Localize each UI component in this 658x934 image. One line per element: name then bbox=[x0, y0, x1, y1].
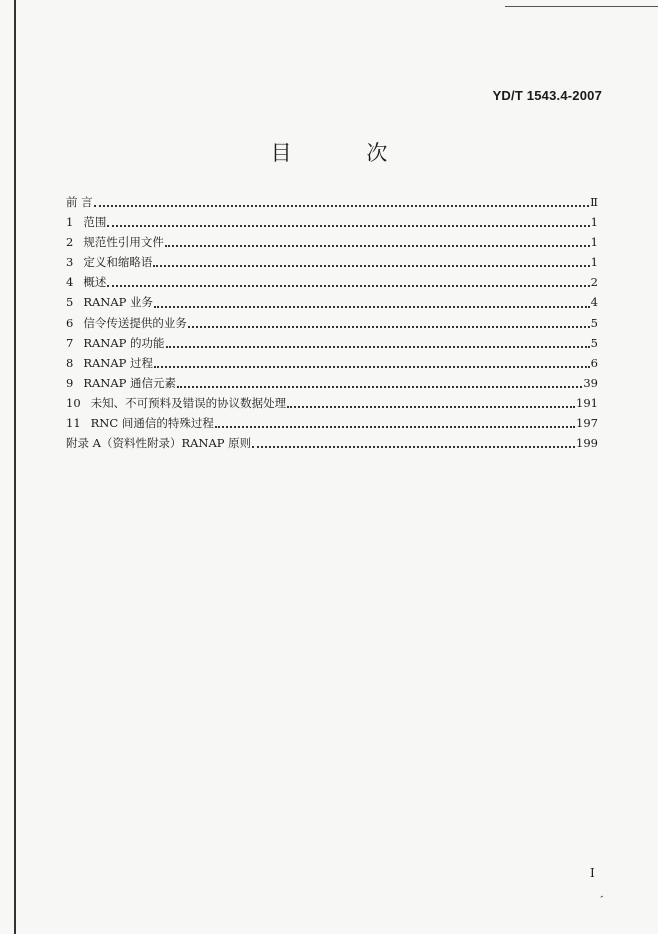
toc-entry-number: 9 bbox=[66, 375, 74, 390]
toc-entry[interactable] bbox=[66, 415, 598, 435]
toc-entry[interactable] bbox=[66, 435, 598, 455]
toc-entry-page: Ⅱ bbox=[590, 195, 598, 209]
toc-entry-number: 5 bbox=[66, 295, 74, 310]
toc-leader-dots bbox=[165, 244, 590, 247]
toc-entry-label: 范围 bbox=[83, 215, 107, 230]
toc-entry-number: 3 bbox=[66, 255, 74, 270]
toc-entry-number: 10 bbox=[66, 395, 81, 410]
toc-entry-page: 1 bbox=[590, 215, 598, 230]
toc-entry-label: 附录 A（资料性附录）RANAP 原则 bbox=[66, 436, 252, 451]
toc-entry-page: 1 bbox=[590, 255, 598, 270]
toc-leader-dots bbox=[252, 445, 575, 448]
toc-entry-label: RANAP 的功能 bbox=[83, 335, 165, 350]
toc-leader-dots bbox=[107, 224, 589, 227]
toc-entry-page: 1 bbox=[590, 235, 598, 250]
toc-leader-dots bbox=[153, 264, 589, 267]
toc-entry-number: 8 bbox=[66, 355, 74, 370]
scan-mark: ˊ bbox=[594, 893, 605, 908]
toc-entry[interactable] bbox=[66, 355, 598, 375]
toc-leader-dots bbox=[188, 325, 590, 328]
toc-entry-number: 4 bbox=[66, 275, 74, 290]
toc-entry[interactable] bbox=[66, 294, 598, 314]
toc-leader-dots bbox=[166, 345, 590, 348]
toc-entry-label: 规范性引用文件 bbox=[83, 235, 164, 250]
toc-leader-dots bbox=[94, 204, 590, 207]
toc-entry[interactable] bbox=[66, 214, 598, 234]
toc-entry-label: 信令传送提供的业务 bbox=[83, 315, 187, 330]
toc-entry-page: 191 bbox=[576, 395, 598, 410]
toc-entry[interactable] bbox=[66, 274, 598, 294]
page-edge-top bbox=[505, 6, 658, 7]
toc-entry-label: RNC 间通信的特殊过程 bbox=[90, 416, 214, 431]
toc-entry[interactable] bbox=[66, 335, 598, 355]
toc-leader-dots bbox=[107, 284, 589, 287]
toc-entry-number: 7 bbox=[66, 335, 74, 350]
page-number: I bbox=[590, 866, 595, 880]
toc-entry-label: RANAP 过程 bbox=[83, 355, 154, 370]
toc-entry-number: 1 bbox=[66, 215, 74, 230]
toc-entry-label: 概述 bbox=[83, 275, 107, 290]
toc-entry-number: 6 bbox=[66, 315, 74, 330]
toc-leader-dots bbox=[154, 365, 590, 368]
toc-entry-page: 6 bbox=[590, 355, 598, 370]
toc-entry-page: 5 bbox=[590, 335, 598, 350]
toc-entry-label: 前 言 bbox=[66, 195, 93, 209]
toc-entry-number: 2 bbox=[66, 235, 74, 250]
toc-entry-label: 定义和缩略语 bbox=[83, 255, 153, 270]
toc-entry-label: 未知、不可预料及错误的协议数据处理 bbox=[90, 395, 287, 410]
toc-leader-dots bbox=[215, 425, 575, 428]
table-of-contents bbox=[66, 194, 598, 455]
toc-entry-page: 39 bbox=[583, 375, 598, 390]
toc-leader-dots bbox=[287, 405, 575, 408]
toc-entry-label: RANAP 业务 bbox=[83, 295, 154, 310]
toc-leader-dots bbox=[177, 385, 582, 388]
toc-entry-page: 197 bbox=[576, 416, 598, 431]
toc-entry[interactable] bbox=[66, 254, 598, 274]
toc-entry[interactable] bbox=[66, 234, 598, 254]
toc-entry-page: 4 bbox=[590, 295, 598, 310]
toc-entry-page: 5 bbox=[590, 315, 598, 330]
toc-entry-page: 199 bbox=[576, 436, 598, 451]
toc-entry-number: 11 bbox=[66, 416, 81, 431]
page-title: 目 次 bbox=[270, 141, 422, 165]
toc-leader-dots bbox=[154, 305, 590, 308]
toc-entry[interactable] bbox=[66, 395, 598, 415]
toc-entry-page: 2 bbox=[590, 275, 598, 290]
toc-entry-label: RANAP 通信元素 bbox=[83, 375, 177, 390]
toc-entry[interactable] bbox=[66, 194, 598, 214]
toc-entry[interactable] bbox=[66, 375, 598, 395]
document-code: YD/T 1543.4-2007 bbox=[492, 88, 602, 103]
toc-entry[interactable] bbox=[66, 315, 598, 335]
